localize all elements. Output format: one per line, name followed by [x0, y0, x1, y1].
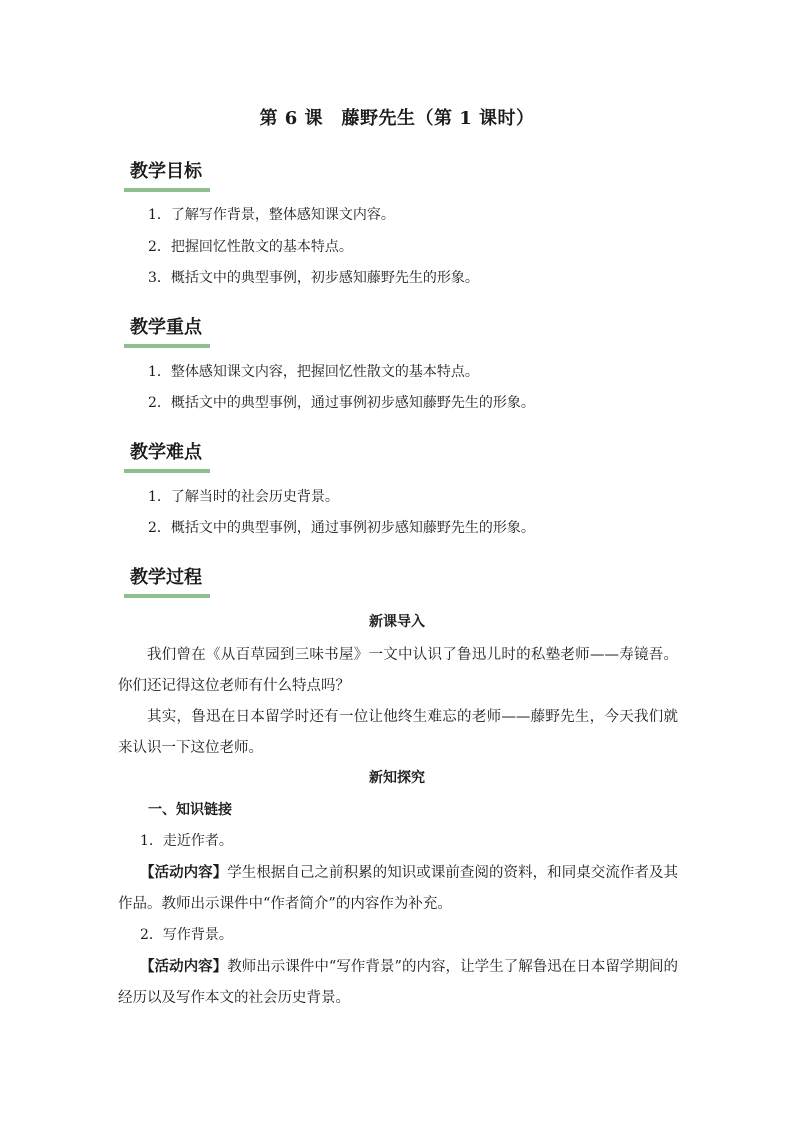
activity-1-label: 【活动内容】 [140, 864, 228, 881]
lesson-title: 第 6 课 藤野先生（第 1 课时） [259, 108, 535, 129]
activity-2-text: 教师出示课件中“写作背景”的内容，让学生了解鲁迅在日本留学期间的经历以及写作本文的社会历史背景。 [118, 959, 679, 1006]
difficulty-item-1: 1．了解当时的社会历史背景。 [148, 489, 339, 505]
activity-1-paragraph [118, 857, 678, 920]
objective-item-2: 2．把握回忆性散文的基本特点。 [148, 239, 353, 255]
activity-2-label: 【活动内容】 [140, 958, 228, 975]
key-points-heading: 教学重点 [124, 316, 210, 348]
objective-item-3: 3．概括文中的典型事例，初步感知藤野先生的形象。 [148, 270, 479, 286]
step-1-label: 1．走近作者。 [140, 833, 233, 849]
process-heading: 教学过程 [124, 566, 210, 598]
objective-item-1: 1．了解写作背景，整体感知课文内容。 [148, 207, 395, 223]
key-point-item-1: 1．整体感知课文内容，把握回忆性散文的基本特点。 [148, 364, 479, 380]
activity-2-paragraph [118, 951, 678, 1014]
intro-subheading: 新课导入 [369, 614, 425, 630]
activity-1-text: 学生根据自己之前积累的知识或课前查阅的资料，和同桌交流作者及其作品。教师出示课件中“作者简介”的内容作为补充。 [118, 865, 678, 912]
difficulty-item-2: 2．概括文中的典型事例，通过事例初步感知藤野先生的形象。 [148, 520, 535, 536]
intro-paragraph-2: 其实，鲁迅在日本留学时还有一位让他终生难忘的老师——藤野先生，今天我们就来认识一下这位老师。 [118, 709, 678, 756]
explore-subheading: 新知探究 [369, 770, 425, 786]
step-2-label: 2．写作背景。 [140, 927, 233, 943]
key-point-item-2: 2．概括文中的典型事例，通过事例初步感知藤野先生的形象。 [148, 395, 535, 411]
objectives-heading: 教学目标 [124, 160, 210, 192]
intro-paragraph-1: 我们曾在《从百草园到三味书屋》一文中认识了鲁迅儿时的私塾老师——寿镜吾。你们还记得这位老师有什么特点吗？ [118, 647, 678, 694]
difficulties-heading: 教学难点 [124, 441, 210, 473]
knowledge-link-heading: 一、知识链接 [148, 802, 232, 818]
